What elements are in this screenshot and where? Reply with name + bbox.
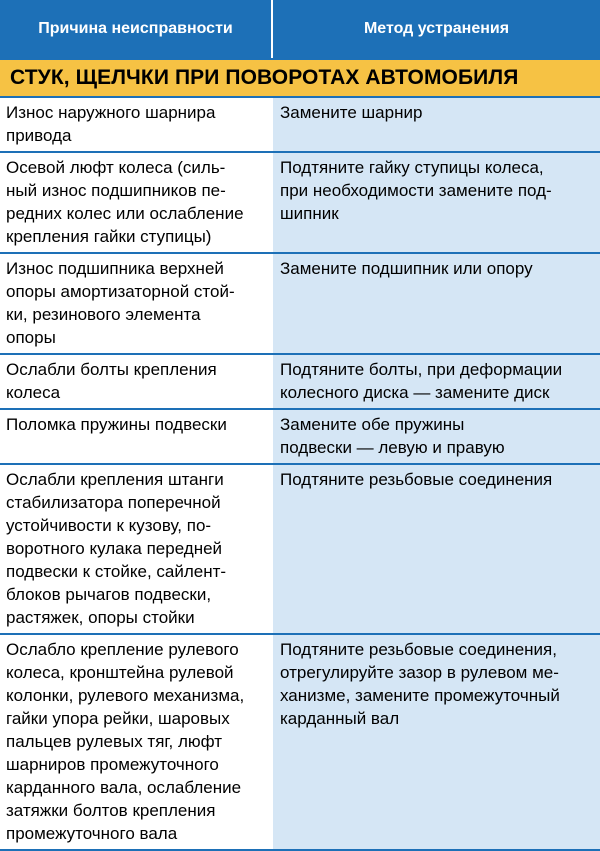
fix-line: Подтяните болты, при деформации <box>280 360 563 379</box>
table-header <box>0 0 600 58</box>
fix-line: шипник <box>280 204 339 223</box>
table-row <box>0 635 600 851</box>
fix-cell <box>273 465 600 633</box>
table-row <box>0 98 600 153</box>
cause-line: блоков рычагов подвески, <box>6 585 212 604</box>
cause-line: карданного вала, ослабление <box>6 778 242 797</box>
fix-cell <box>273 635 600 849</box>
fix-line: ханизме, замените промежуточный <box>280 686 560 705</box>
fix-line: Подтяните гайку ступицы колеса, <box>280 158 544 177</box>
cause-line: Ослабли болты крепления <box>6 360 217 379</box>
cause-line: шарниров промежуточного <box>6 755 219 774</box>
cause-line: Поломка пружины подвески <box>6 415 227 434</box>
cause-line: ный износ подшипников пе- <box>6 181 226 200</box>
fix-line: Замените обе пружины <box>280 415 465 434</box>
cause-line: опоры амортизаторной стой- <box>6 282 235 301</box>
cause-line: подвески к стойке, сайлент- <box>6 562 227 581</box>
fix-line: подвески — левую и правую <box>280 438 505 457</box>
cause-line: опоры <box>6 328 56 347</box>
fix-line: Замените подшипник или опору <box>280 259 533 278</box>
fix-line: Подтяните резьбовые соединения <box>280 470 553 489</box>
header-fix: Метод устранения <box>363 20 510 37</box>
fix-line: Подтяните резьбовые соединения, <box>280 640 557 659</box>
table-row <box>0 153 600 254</box>
cause-line: Осевой люфт колеса (силь- <box>6 158 226 177</box>
cause-line: колеса, кронштейна рулевой <box>6 663 234 682</box>
fix-cell <box>273 98 600 151</box>
cause-line: стабилизатора поперечной <box>6 493 221 512</box>
cause-line: крепления гайки ступицы) <box>6 227 212 246</box>
cause-line: Ослабли крепления штанги <box>6 470 224 489</box>
table-row <box>0 355 600 410</box>
cause-line: пальцев рулевых тяг, люфт <box>6 732 223 751</box>
cause-line: воротного кулака передней <box>6 539 223 558</box>
cause-line: ки, резинового элемента <box>6 305 201 324</box>
fix-cell <box>273 410 600 463</box>
section-title: СТУК, ЩЕЛЧКИ ПРИ ПОВОРОТАХ АВТОМОБИЛЯ <box>0 58 600 98</box>
cause-line: устойчивости к кузову, по- <box>6 516 212 535</box>
fix-cell <box>273 153 600 252</box>
fix-line: колесного диска — замените диск <box>280 383 550 402</box>
fix-line: при необходимости замените под- <box>280 181 552 200</box>
cause-line: затяжки болтов крепления <box>6 801 216 820</box>
cause-cell <box>0 98 273 151</box>
cause-line: растяжек, опоры стойки <box>6 608 195 627</box>
cause-line: гайки упора рейки, шаровых <box>6 709 230 728</box>
fix-line: отрегулируйте зазор в рулевом ме- <box>280 663 559 682</box>
cause-line: колонки, рулевого механизма, <box>6 686 245 705</box>
cause-cell <box>0 153 273 252</box>
table-row <box>0 254 600 355</box>
cause-cell <box>0 254 273 353</box>
cause-line: промежуточного вала <box>6 824 178 843</box>
fix-line: Замените шарнир <box>280 103 423 122</box>
cause-line: редних колес или ослабление <box>6 204 244 223</box>
cause-cell <box>0 355 273 408</box>
cause-cell <box>0 465 273 633</box>
header-cause: Причина неисправности <box>0 0 273 58</box>
table-row <box>0 410 600 465</box>
fix-cell <box>273 355 600 408</box>
table-row <box>0 465 600 635</box>
cause-line: Износ наружного шарнира <box>6 103 216 122</box>
cause-line: привода <box>6 126 72 145</box>
fix-line: карданный вал <box>280 709 400 728</box>
cause-line: Ослабло крепление рулевого <box>6 640 239 659</box>
cause-cell <box>0 635 273 849</box>
cause-line: Износ подшипника верхней <box>6 259 224 278</box>
fix-cell <box>273 254 600 353</box>
cause-line: колеса <box>6 383 61 402</box>
cause-cell <box>0 410 273 463</box>
